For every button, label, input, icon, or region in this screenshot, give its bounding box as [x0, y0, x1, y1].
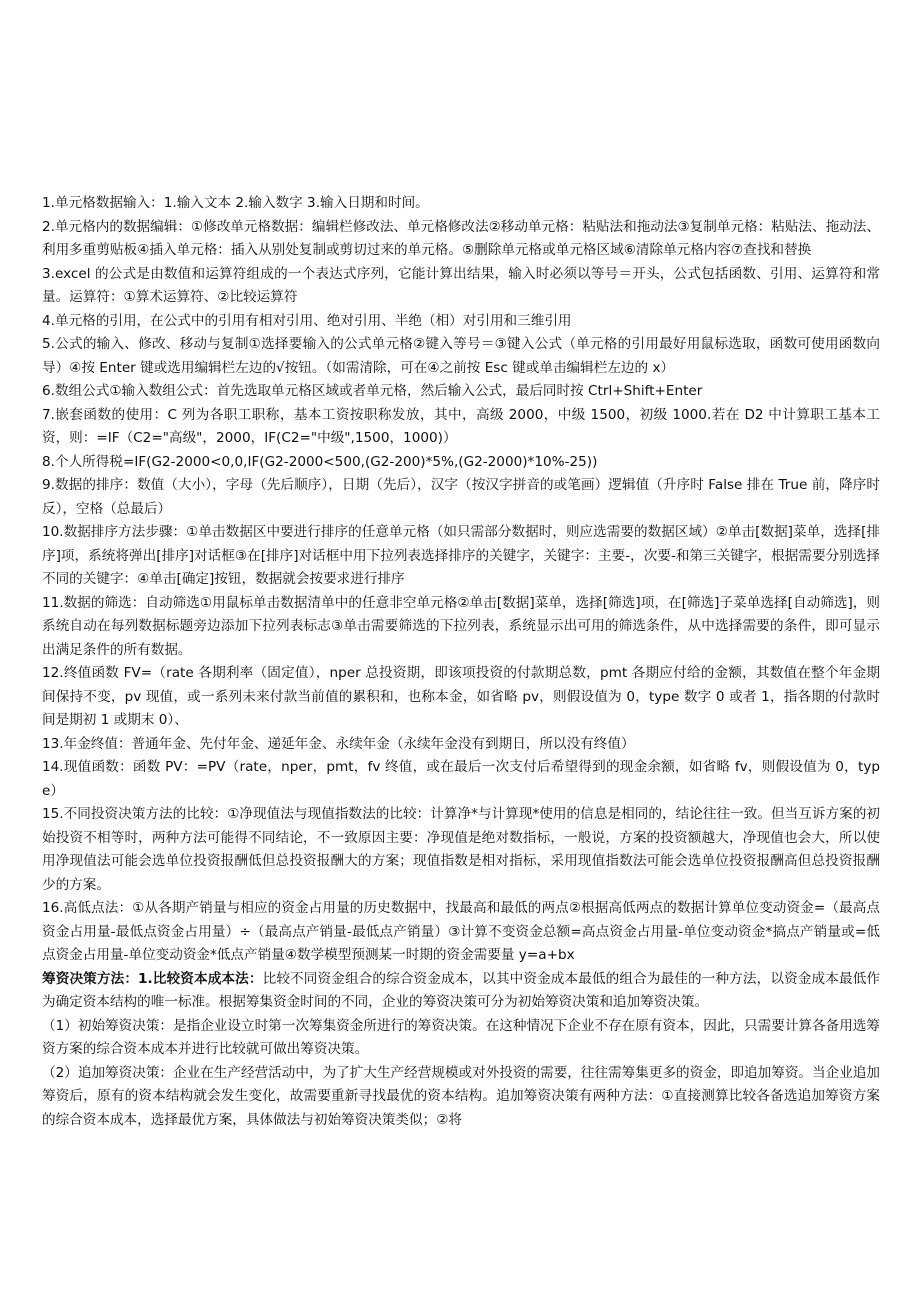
paragraph-9: 9.数据的排序：数值（大小），字母（先后顺序），日期（先后），汉字（按汉字拼音的或笔画）逻辑值（升序时 False 排在 True 前，降序时反），空格（总最后）: [42, 477, 880, 517]
paragraph-12: 12.终值函数 FV=（rate 各期利率（固定值），nper 总投资期，即该项投资的付款期总数，pmt 各期应付给的金额，其数值在整个年金期间保持不变，pv 现值，或一系列未来付款当前值的累积和，也称本金，如省略 pv，则假设值为 0，type 数字 0 或者 1，指各期的付款时间是期初 1 或期末 0）、: [42, 665, 880, 728]
paragraph-6: 6.数组公式①输入数组公式：首先选取单元格区域或者单元格，然后输入公式，最后同时按 Ctrl+Shift+Enter: [42, 383, 703, 399]
paragraph-11: 11.数据的筛选：自动筛选①用鼠标单击数据清单中的任意非空单元格②单击[数据]菜单，选择[筛选]项，在[筛选]子菜单选择[自动筛选]，则系统自动在每列数据标题旁边添加下拉列表标志③单击需要筛选的下拉列表，系统显示出可用的筛选条件，从中选择需要的条件，即可显示出满足条件的所有数据。: [42, 594, 880, 658]
paragraph-3: 3.excel 的公式是由数值和运算符组成的一个表达式序列，它能计算出结果，输入时必须以等号＝开头，公式包括函数、引用、运算符和常量。运算符：①算术运算符、②比较运算符: [42, 265, 880, 305]
paragraph-5: 5.公式的输入、修改、移动与复制①选择要输入的公式单元格②键入等号＝③键入公式（单元格的引用最好用鼠标选取，函数可使用函数向导）④按 Enter 键或选用编辑栏左边的√按钮。（如需清除，可在④之前按 Esc 键或单击编辑栏左边的 x）: [42, 336, 880, 376]
document-body: [42, 192, 880, 1132]
financing-paragraph: [42, 968, 880, 1015]
paragraph-4: 4.单元格的引用，在公式中的引用有相对引用、绝对引用、半绝（相）对引用和三维引用: [42, 312, 572, 329]
paragraph-16: 16.高低点法：①从各期产销量与相应的资金占用量的历史数据中，找最高和最低的两点②根据高低两点的数据计算单位变动资金=（最高点资金占用量-最低点资金占用量）÷（最高点产销量-最低点产销量）③计算不变资金总额=高点资金占用量-单位变动资金*搞点产销量或=低点资金占用量-单位变动资金*低点产销量④数学模型预测某一时期的资金需要量 y=a+bx: [42, 900, 880, 963]
paragraph-1: 1.单元格数据输入：1.输入文本 2.输入数字 3.输入日期和时间。: [42, 195, 429, 211]
paragraph-7: 7.嵌套函数的使用：C 列为各职工职称，基本工资按职称发放，其中，高级 2000，中级 1500，初级 1000.若在 D2 中计算职工基本工资，则：=IF（C2="高级"，2000，IF(C2="中级",1500，1000)）: [42, 406, 880, 446]
initial-financing-paragraph: （1）初始筹资决策：是指企业设立时第一次筹集资金所进行的筹资决策。在这种情况下企业不存在原有资本，因此，只需要计算各备用选筹资方案的综合资本成本并进行比较就可做出筹资决策。: [42, 1017, 880, 1057]
paragraph-8: 8.个人所得税=IF(G2-2000<0,0,IF(G2-2000<500,(G2-200)*5%,(G2-2000)*10%-25)): [42, 453, 598, 470]
paragraph-15: 15.不同投资决策方法的比较：①净现值法与现值指数法的比较：计算净*与计算现*使用的信息是相同的，结论往往一致。但当互诉方案的初始投资不相等时，两种方法可能得不同结论，不一致原因主要：净现值是绝对数指标，一般说，方案的投资额越大，净现值也会大，所以使用净现值法可能会选单位投资报酬低但总投资报酬大的方案；现值指数是相对指标，采用现值指数法可能会选单位投资报酬高但总投资报酬少的方案。: [42, 806, 880, 893]
paragraph-13: 13.年金终值：普通年金、先付年金、递延年金、永续年金（永续年金没有到期日，所以没有终值）: [42, 735, 635, 752]
financing-body: 比较不同资金组合的综合资金成本，以其中资金成本最低的组合为最佳的一种方法，以资金成本最低作为确定资本结构的唯一标准。根据筹集资金时间的不同，企业的筹资决策可分为初始筹资决策和追加筹资决策。: [42, 970, 881, 1010]
additional-financing-paragraph: （2）追加筹资决策：企业在生产经营活动中，为了扩大生产经营规模或对外投资的需要，往往需筹集更多的资金，即追加筹资。当企业追加筹资后，原有的资本结构就会发生变化，故需要重新寻找最优的资本结构。追加筹资决策有两种方法：①直接测算比较各备选追加筹资方案的综合资本成本，选择最优方案，具体做法与初始筹资决策类似；②将: [42, 1064, 880, 1128]
paragraph-14: 14.现值函数：函数 PV：=PV（rate，nper，pmt，fv 终值，或在最后一次支付后希望得到的现金余额，如省略 fv，则假设值为 0，type）: [42, 759, 880, 799]
financing-heading: 筹资决策方法：1.比较资本成本法：: [42, 970, 263, 987]
paragraph-10: 10.数据排序方法步骤：①单击数据区中要进行排序的任意单元格（如只需部分数据时，则应选需要的数据区域）②单击[数据]菜单，选择[排序]项，系统将弹出[排序]对话框③在[排序]对话框中用下拉列表选择排序的关键字，关键字：主要-，次要-和第三关键字，根据需要分别选择不同的关键字：④单击[确定]按钮，数据就会按要求进行排序: [42, 524, 880, 587]
paragraph-2: 2.单元格内的数据编辑：①修改单元格数据：编辑栏修改法、单元格修改法②移动单元格：粘贴法和拖动法③复制单元格：粘贴法、拖动法、利用多重剪贴板④插入单元格：插入从别处复制或剪切过来的单元格。⑤删除单元格或单元格区域⑥清除单元格内容⑦查找和替换: [42, 218, 880, 258]
